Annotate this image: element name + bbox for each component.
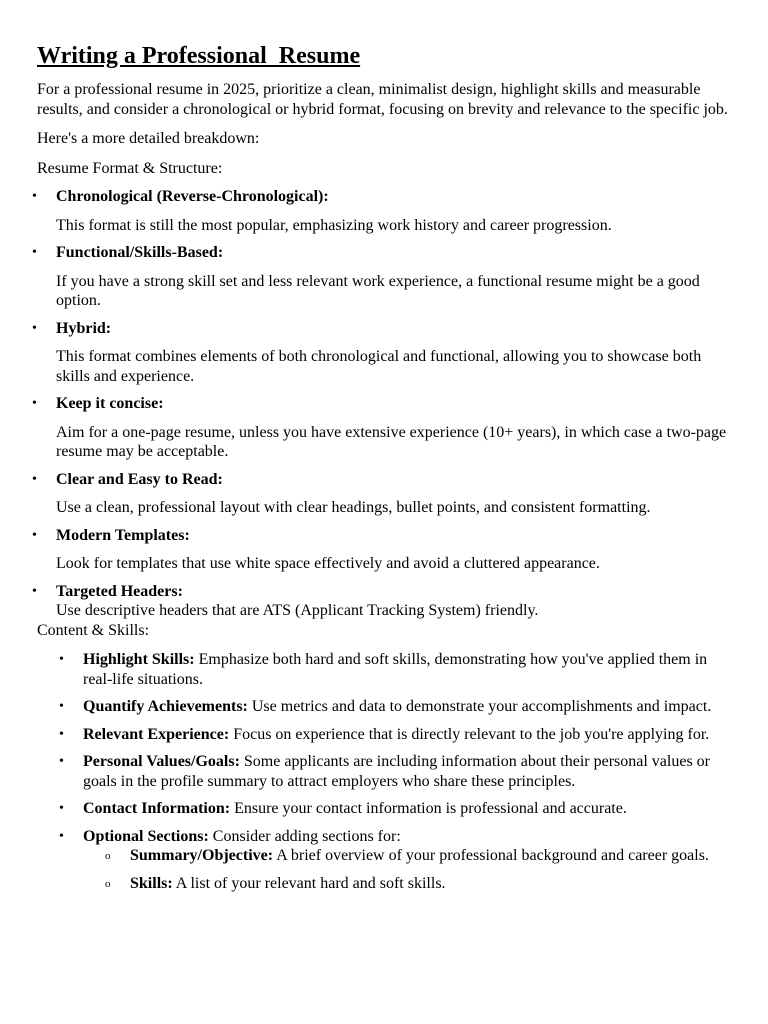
format-item-label: • Keep it concise: <box>56 395 164 412</box>
skills-item-label: Quantify Achievements: <box>83 698 248 715</box>
breakdown-line: Here's a more detailed breakdown: <box>37 130 260 147</box>
skills-item-label: Highlight Skills: <box>83 651 195 668</box>
format-item-label: • Modern Templates: <box>56 526 190 544</box>
skills-item-label: Relevant Experience: <box>83 725 230 743</box>
skills-item-label: Contact Information: <box>83 800 231 817</box>
sub-item-text: A list of your relevant hard and soft skills. <box>172 874 446 892</box>
format-list <box>37 187 732 621</box>
skills-item-text: Emphasize both hard and soft skills, demonstrating how you've applied them in real-life situations. <box>83 651 708 688</box>
format-item-label: • Targeted Headers: <box>56 582 183 600</box>
skills-item-text: Some applicants are including information about their personal values or goals in the profile summary to attract employers who share these principles. <box>83 753 710 790</box>
skills-item-label: Personal Values/Goals: <box>83 753 240 770</box>
format-item-hybrid <box>37 319 732 387</box>
format-item-functional <box>37 243 732 311</box>
format-item-templates <box>37 526 732 574</box>
format-item-desc: Look for templates that use white space effectively and avoid a cluttered appearance. <box>56 555 600 572</box>
format-item-clear <box>37 470 732 518</box>
format-item-desc: This format is still the most popular, emphasizing work history and career progression. <box>56 216 612 234</box>
format-item-concise <box>37 394 732 462</box>
skills-item-text: Focus on experience that is directly relevant to the job you're applying for. <box>229 725 710 743</box>
format-item-desc: Use descriptive headers that are ATS (Applicant Tracking System) friendly. <box>56 602 539 619</box>
format-item-label: • Hybrid: <box>56 319 112 337</box>
format-heading: Resume Format & Structure: <box>37 159 223 177</box>
sub-item-text: A brief overview of your professional background and career goals. <box>273 847 709 864</box>
skills-list <box>37 650 732 893</box>
skills-item-quantify <box>37 697 732 717</box>
skills-item-values <box>37 752 732 791</box>
format-item-label: • Functional/Skills-Based: <box>56 244 224 261</box>
optional-sub-list <box>83 846 732 893</box>
sub-item-label: Summary/Objective: <box>130 847 274 864</box>
skills-item-text: Use metrics and data to demonstrate your accomplishments and impact. <box>247 698 712 715</box>
skills-item-contact <box>37 799 732 819</box>
format-item-desc: This format combines elements of both chronological and functional, allowing you to showcase both skills and experience. <box>56 348 702 385</box>
skills-item-text: Ensure your contact information is professional and accurate. <box>230 800 627 817</box>
intro-paragraph: For a professional resume in 2025, prioritize a clean, minimalist design, highlight skills and measurable results, and consider a chronological or hybrid format, focusing on brevity and relevance to the specific job. <box>37 81 728 118</box>
sub-item-label: Skills: <box>130 874 173 892</box>
format-item-chronological <box>37 187 732 235</box>
skills-item-relevant <box>37 725 732 745</box>
format-item-desc: Aim for a one-page resume, unless you have extensive experience (10+ years), in which case a two-page resume may be acceptable. <box>56 423 727 460</box>
format-item-desc: Use a clean, professional layout with clear headings, bullet points, and consistent formatting. <box>56 499 651 516</box>
format-item-label: • Chronological (Reverse-Chronological): <box>56 188 329 205</box>
content-skills-heading: Content & Skills: <box>37 621 150 639</box>
sub-item-skills <box>83 874 732 894</box>
skills-item-text: Consider adding sections for: <box>208 827 401 845</box>
format-item-desc: If you have a strong skill set and less relevant work experience, a functional resume might be a good option. <box>56 272 700 309</box>
skills-item-highlight <box>37 650 732 689</box>
skills-item-label: Optional Sections: <box>83 827 209 845</box>
page-title: Writing a Professional Resume <box>37 43 361 69</box>
skills-item-optional <box>37 827 732 894</box>
format-item-label: • Clear and Easy to Read: <box>56 470 223 488</box>
format-item-headers <box>37 582 732 621</box>
sub-item-summary <box>83 846 732 866</box>
